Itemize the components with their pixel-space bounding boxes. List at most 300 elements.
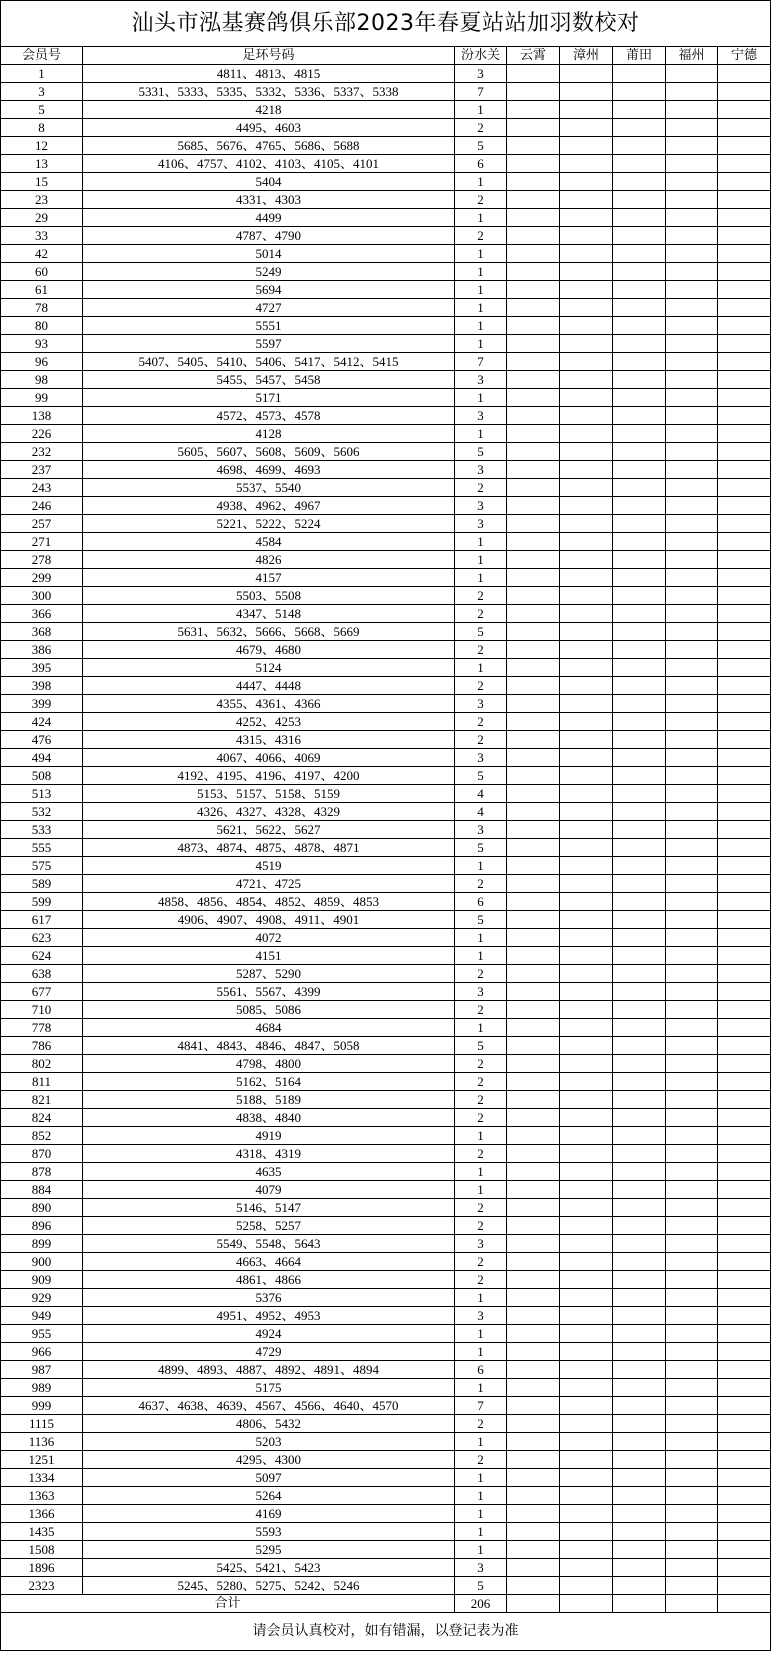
station-cell-putian <box>613 227 666 245</box>
station-cell-zhangzhou <box>560 1343 613 1361</box>
station-cell-ningde <box>718 605 771 623</box>
fenshuiguan-count-cell: 5 <box>455 767 507 785</box>
fenshuiguan-count-cell: 7 <box>455 353 507 371</box>
footer-row <box>1 1613 771 1651</box>
ring-numbers-cell: 5249 <box>83 263 455 281</box>
member-id-cell: 1363 <box>1 1487 83 1505</box>
fenshuiguan-count-cell: 6 <box>455 893 507 911</box>
fenshuiguan-count-cell: 1 <box>455 947 507 965</box>
station-cell-ningde <box>718 497 771 515</box>
station-cell-putian <box>613 1163 666 1181</box>
table-row <box>1 911 771 929</box>
table-row <box>1 605 771 623</box>
station-cell-putian <box>613 1073 666 1091</box>
ring-numbers-cell: 5694 <box>83 281 455 299</box>
station-cell-fuzhou <box>666 659 718 677</box>
station-cell-yunxiao <box>507 443 560 461</box>
fenshuiguan-count-cell: 1 <box>455 929 507 947</box>
fenshuiguan-count-cell: 3 <box>455 461 507 479</box>
ring-numbers-cell: 4841、4843、4846、4847、5058 <box>83 1037 455 1055</box>
station-cell-fuzhou <box>666 425 718 443</box>
total-row <box>1 1595 771 1613</box>
table-row <box>1 983 771 1001</box>
station-cell-zhangzhou <box>560 1217 613 1235</box>
fenshuiguan-count-cell: 2 <box>455 1001 507 1019</box>
station-cell-zhangzhou <box>560 1001 613 1019</box>
station-cell-ningde <box>718 425 771 443</box>
station-cell-ningde <box>718 101 771 119</box>
fenshuiguan-count-cell: 1 <box>455 389 507 407</box>
fenshuiguan-count-cell: 1 <box>455 299 507 317</box>
station-cell-yunxiao <box>507 1433 560 1451</box>
fenshuiguan-count-cell: 1 <box>455 1541 507 1559</box>
station-cell-zhangzhou <box>560 1235 613 1253</box>
station-cell-zhangzhou <box>560 947 613 965</box>
station-cell-putian <box>613 1199 666 1217</box>
fenshuiguan-count-cell: 2 <box>455 479 507 497</box>
station-cell-yunxiao <box>507 1199 560 1217</box>
table-row <box>1 191 771 209</box>
station-cell-fuzhou <box>666 101 718 119</box>
station-cell-putian <box>613 1577 666 1595</box>
ring-numbers-cell: 4326、4327、4328、4329 <box>83 803 455 821</box>
ring-numbers-cell: 5162、5164 <box>83 1073 455 1091</box>
station-cell-ningde <box>718 749 771 767</box>
station-cell-yunxiao <box>507 893 560 911</box>
station-cell-fuzhou <box>666 533 718 551</box>
table-row <box>1 1523 771 1541</box>
ring-numbers-cell: 4787、4790 <box>83 227 455 245</box>
member-id-cell: 386 <box>1 641 83 659</box>
table-row <box>1 1343 771 1361</box>
station-cell-fuzhou <box>666 461 718 479</box>
member-id-cell: 821 <box>1 1091 83 1109</box>
station-cell-ningde <box>718 731 771 749</box>
station-cell-yunxiao <box>507 569 560 587</box>
table-row <box>1 245 771 263</box>
ring-numbers-cell: 5593 <box>83 1523 455 1541</box>
ring-numbers-cell: 4684 <box>83 1019 455 1037</box>
station-cell-putian <box>613 1415 666 1433</box>
fenshuiguan-count-cell: 2 <box>455 875 507 893</box>
station-cell-zhangzhou <box>560 137 613 155</box>
table-row <box>1 875 771 893</box>
table-row <box>1 1289 771 1307</box>
station-cell-yunxiao <box>507 1019 560 1037</box>
station-cell-zhangzhou <box>560 497 613 515</box>
member-id-cell: 494 <box>1 749 83 767</box>
table-row <box>1 1199 771 1217</box>
station-cell-fuzhou <box>666 335 718 353</box>
table-row <box>1 1271 771 1289</box>
station-cell-zhangzhou <box>560 1559 613 1577</box>
station-cell-putian <box>613 155 666 173</box>
station-cell-putian <box>613 1235 666 1253</box>
station-cell-ningde <box>718 875 771 893</box>
station-cell-yunxiao <box>507 1289 560 1307</box>
station-cell-fuzhou <box>666 1451 718 1469</box>
station-cell-fuzhou <box>666 1001 718 1019</box>
station-cell-zhangzhou <box>560 1379 613 1397</box>
member-id-cell: 624 <box>1 947 83 965</box>
ring-numbers-cell: 5124 <box>83 659 455 677</box>
station-cell-putian <box>613 1127 666 1145</box>
table-row <box>1 119 771 137</box>
table-row <box>1 1127 771 1145</box>
station-cell-zhangzhou <box>560 425 613 443</box>
station-cell-zhangzhou <box>560 281 613 299</box>
station-cell-zhangzhou <box>560 587 613 605</box>
station-cell-ningde <box>718 929 771 947</box>
station-cell-fuzhou <box>666 353 718 371</box>
table-row <box>1 479 771 497</box>
station-cell-putian <box>613 731 666 749</box>
station-cell-putian <box>613 1343 666 1361</box>
station-cell-putian <box>613 1037 666 1055</box>
station-cell-zhangzhou <box>560 1307 613 1325</box>
member-id-cell: 989 <box>1 1379 83 1397</box>
station-cell-yunxiao <box>507 695 560 713</box>
station-cell-putian <box>613 443 666 461</box>
fenshuiguan-count-cell: 3 <box>455 65 507 83</box>
station-cell-yunxiao <box>507 1181 560 1199</box>
total-cell-ningde <box>718 1595 771 1613</box>
station-cell-fuzhou <box>666 1577 718 1595</box>
ring-numbers-cell: 5621、5622、5627 <box>83 821 455 839</box>
station-cell-zhangzhou <box>560 551 613 569</box>
ring-numbers-cell: 4899、4893、4887、4892、4891、4894 <box>83 1361 455 1379</box>
station-cell-ningde <box>718 335 771 353</box>
member-id-cell: 638 <box>1 965 83 983</box>
station-cell-yunxiao <box>507 1001 560 1019</box>
station-cell-ningde <box>718 65 771 83</box>
fenshuiguan-count-cell: 2 <box>455 119 507 137</box>
fenshuiguan-count-cell: 1 <box>455 335 507 353</box>
station-cell-yunxiao <box>507 641 560 659</box>
fenshuiguan-count-cell: 1 <box>455 281 507 299</box>
station-cell-zhangzhou <box>560 263 613 281</box>
member-id-cell: 78 <box>1 299 83 317</box>
station-cell-zhangzhou <box>560 1325 613 1343</box>
member-id-cell: 271 <box>1 533 83 551</box>
station-cell-ningde <box>718 227 771 245</box>
ring-numbers-cell: 5331、5333、5335、5332、5336、5337、5338 <box>83 83 455 101</box>
fenshuiguan-count-cell: 2 <box>455 1091 507 1109</box>
table-row <box>1 731 771 749</box>
fenshuiguan-count-cell: 4 <box>455 785 507 803</box>
station-cell-zhangzhou <box>560 1109 613 1127</box>
member-id-cell: 368 <box>1 623 83 641</box>
station-cell-ningde <box>718 1325 771 1343</box>
station-cell-putian <box>613 1001 666 1019</box>
station-cell-ningde <box>718 1523 771 1541</box>
member-id-cell: 299 <box>1 569 83 587</box>
fenshuiguan-count-cell: 1 <box>455 101 507 119</box>
station-cell-yunxiao <box>507 1487 560 1505</box>
station-cell-yunxiao <box>507 605 560 623</box>
station-cell-yunxiao <box>507 587 560 605</box>
member-id-cell: 1334 <box>1 1469 83 1487</box>
station-cell-fuzhou <box>666 1145 718 1163</box>
station-cell-yunxiao <box>507 1343 560 1361</box>
station-cell-zhangzhou <box>560 1487 613 1505</box>
station-cell-ningde <box>718 389 771 407</box>
member-id-cell: 870 <box>1 1145 83 1163</box>
ring-numbers-cell: 4157 <box>83 569 455 587</box>
table-row <box>1 1379 771 1397</box>
station-cell-zhangzhou <box>560 101 613 119</box>
station-cell-ningde <box>718 839 771 857</box>
table-row <box>1 1145 771 1163</box>
station-cell-yunxiao <box>507 713 560 731</box>
ring-numbers-cell: 4252、4253 <box>83 713 455 731</box>
table-row <box>1 137 771 155</box>
table-row <box>1 551 771 569</box>
station-cell-zhangzhou <box>560 65 613 83</box>
station-cell-putian <box>613 1505 666 1523</box>
fenshuiguan-count-cell: 3 <box>455 1307 507 1325</box>
table-row <box>1 515 771 533</box>
member-id-cell: 575 <box>1 857 83 875</box>
table-row <box>1 1001 771 1019</box>
station-cell-putian <box>613 209 666 227</box>
station-cell-fuzhou <box>666 497 718 515</box>
station-cell-yunxiao <box>507 407 560 425</box>
table-row <box>1 1433 771 1451</box>
table-row <box>1 1055 771 1073</box>
station-cell-ningde <box>718 587 771 605</box>
station-cell-putian <box>613 1019 666 1037</box>
station-cell-yunxiao <box>507 929 560 947</box>
member-id-cell: 29 <box>1 209 83 227</box>
station-cell-fuzhou <box>666 479 718 497</box>
station-cell-fuzhou <box>666 1559 718 1577</box>
fenshuiguan-count-cell: 1 <box>455 425 507 443</box>
station-cell-zhangzhou <box>560 1019 613 1037</box>
ring-numbers-cell: 4679、4680 <box>83 641 455 659</box>
station-cell-fuzhou <box>666 1037 718 1055</box>
member-id-cell: 909 <box>1 1271 83 1289</box>
station-cell-ningde <box>718 443 771 461</box>
station-cell-yunxiao <box>507 677 560 695</box>
station-cell-ningde <box>718 1361 771 1379</box>
table-row <box>1 407 771 425</box>
station-cell-ningde <box>718 623 771 641</box>
total-cell-yunxiao <box>507 1595 560 1613</box>
table-row <box>1 713 771 731</box>
station-cell-fuzhou <box>666 1343 718 1361</box>
station-cell-yunxiao <box>507 1577 560 1595</box>
station-cell-ningde <box>718 1073 771 1091</box>
station-cell-ningde <box>718 263 771 281</box>
ring-numbers-cell: 4873、4874、4875、4878、4871 <box>83 839 455 857</box>
station-cell-putian <box>613 1397 666 1415</box>
station-cell-putian <box>613 1451 666 1469</box>
station-cell-ningde <box>718 821 771 839</box>
fenshuiguan-count-cell: 1 <box>455 1127 507 1145</box>
fenshuiguan-count-cell: 1 <box>455 1163 507 1181</box>
station-cell-yunxiao <box>507 821 560 839</box>
station-cell-putian <box>613 1379 666 1397</box>
station-cell-yunxiao <box>507 137 560 155</box>
station-cell-zhangzhou <box>560 1091 613 1109</box>
station-cell-putian <box>613 965 666 983</box>
station-cell-fuzhou <box>666 857 718 875</box>
ring-numbers-cell: 4347、5148 <box>83 605 455 623</box>
station-cell-zhangzhou <box>560 983 613 1001</box>
table-row <box>1 371 771 389</box>
ring-numbers-cell: 5188、5189 <box>83 1091 455 1109</box>
station-cell-ningde <box>718 1037 771 1055</box>
station-cell-yunxiao <box>507 1127 560 1145</box>
station-cell-yunxiao <box>507 155 560 173</box>
member-id-cell: 15 <box>1 173 83 191</box>
table-row <box>1 767 771 785</box>
station-cell-fuzhou <box>666 407 718 425</box>
member-id-cell: 884 <box>1 1181 83 1199</box>
station-cell-zhangzhou <box>560 731 613 749</box>
table-row <box>1 1091 771 1109</box>
station-cell-putian <box>613 1469 666 1487</box>
station-cell-putian <box>613 461 666 479</box>
station-cell-ningde <box>718 569 771 587</box>
station-cell-yunxiao <box>507 1055 560 1073</box>
station-cell-zhangzhou <box>560 389 613 407</box>
station-cell-putian <box>613 605 666 623</box>
fenshuiguan-count-cell: 3 <box>455 1235 507 1253</box>
member-id-cell: 237 <box>1 461 83 479</box>
fenshuiguan-count-cell: 1 <box>455 1181 507 1199</box>
station-cell-ningde <box>718 1397 771 1415</box>
station-cell-fuzhou <box>666 1073 718 1091</box>
station-cell-zhangzhou <box>560 533 613 551</box>
station-cell-fuzhou <box>666 821 718 839</box>
station-cell-ningde <box>718 1181 771 1199</box>
member-id-cell: 532 <box>1 803 83 821</box>
station-cell-yunxiao <box>507 767 560 785</box>
fenshuiguan-count-cell: 1 <box>455 1487 507 1505</box>
station-cell-ningde <box>718 1541 771 1559</box>
table-row <box>1 83 771 101</box>
station-cell-fuzhou <box>666 137 718 155</box>
ring-numbers-cell: 5264 <box>83 1487 455 1505</box>
fenshuiguan-count-cell: 5 <box>455 911 507 929</box>
station-cell-fuzhou <box>666 317 718 335</box>
station-cell-fuzhou <box>666 281 718 299</box>
member-id-cell: 96 <box>1 353 83 371</box>
member-id-cell: 232 <box>1 443 83 461</box>
station-cell-zhangzhou <box>560 1505 613 1523</box>
station-cell-putian <box>613 677 666 695</box>
table-row <box>1 155 771 173</box>
station-cell-zhangzhou <box>560 479 613 497</box>
station-cell-ningde <box>718 1289 771 1307</box>
station-cell-ningde <box>718 299 771 317</box>
fenshuiguan-count-cell: 2 <box>455 641 507 659</box>
station-cell-putian <box>613 1523 666 1541</box>
station-cell-ningde <box>718 551 771 569</box>
member-id-cell: 786 <box>1 1037 83 1055</box>
station-cell-putian <box>613 353 666 371</box>
member-id-cell: 896 <box>1 1217 83 1235</box>
ring-numbers-cell: 4698、4699、4693 <box>83 461 455 479</box>
ring-numbers-cell: 4519 <box>83 857 455 875</box>
member-id-cell: 33 <box>1 227 83 245</box>
station-cell-zhangzhou <box>560 785 613 803</box>
station-cell-ningde <box>718 1415 771 1433</box>
station-cell-ningde <box>718 353 771 371</box>
station-cell-yunxiao <box>507 1271 560 1289</box>
table-row <box>1 1325 771 1343</box>
member-id-cell: 1435 <box>1 1523 83 1541</box>
station-cell-yunxiao <box>507 875 560 893</box>
member-id-cell: 811 <box>1 1073 83 1091</box>
station-cell-ningde <box>718 515 771 533</box>
member-id-cell: 824 <box>1 1109 83 1127</box>
ring-numbers-cell: 4318、4319 <box>83 1145 455 1163</box>
station-cell-yunxiao <box>507 1451 560 1469</box>
station-cell-yunxiao <box>507 317 560 335</box>
ring-numbers-cell: 4635 <box>83 1163 455 1181</box>
member-id-cell: 987 <box>1 1361 83 1379</box>
station-cell-fuzhou <box>666 173 718 191</box>
table-row <box>1 623 771 641</box>
table-row <box>1 1019 771 1037</box>
fenshuiguan-count-cell: 3 <box>455 1559 507 1577</box>
station-cell-fuzhou <box>666 1433 718 1451</box>
ring-numbers-cell: 4584 <box>83 533 455 551</box>
fenshuiguan-count-cell: 1 <box>455 1433 507 1451</box>
member-id-cell: 900 <box>1 1253 83 1271</box>
station-cell-ningde <box>718 1019 771 1037</box>
station-cell-ningde <box>718 803 771 821</box>
table-row <box>1 1505 771 1523</box>
station-cell-zhangzhou <box>560 1127 613 1145</box>
member-id-cell: 243 <box>1 479 83 497</box>
station-cell-fuzhou <box>666 1523 718 1541</box>
station-cell-ningde <box>718 245 771 263</box>
ring-numbers-cell: 5245、5280、5275、5242、5246 <box>83 1577 455 1595</box>
station-cell-zhangzhou <box>560 695 613 713</box>
station-cell-putian <box>613 533 666 551</box>
station-cell-fuzhou <box>666 839 718 857</box>
station-cell-yunxiao <box>507 1253 560 1271</box>
station-cell-putian <box>613 1217 666 1235</box>
station-cell-putian <box>613 335 666 353</box>
station-cell-yunxiao <box>507 749 560 767</box>
member-id-cell: 778 <box>1 1019 83 1037</box>
fenshuiguan-count-cell: 3 <box>455 749 507 767</box>
table-row <box>1 353 771 371</box>
station-cell-fuzhou <box>666 371 718 389</box>
ring-numbers-cell: 4355、4361、4366 <box>83 695 455 713</box>
fenshuiguan-count-cell: 2 <box>455 227 507 245</box>
station-cell-zhangzhou <box>560 767 613 785</box>
table-row <box>1 677 771 695</box>
table-row <box>1 569 771 587</box>
table-row <box>1 1163 771 1181</box>
station-cell-putian <box>613 371 666 389</box>
station-cell-fuzhou <box>666 1487 718 1505</box>
station-cell-zhangzhou <box>560 227 613 245</box>
member-id-cell: 138 <box>1 407 83 425</box>
table-row <box>1 443 771 461</box>
station-cell-yunxiao <box>507 911 560 929</box>
station-cell-putian <box>613 1109 666 1127</box>
fenshuiguan-count-cell: 3 <box>455 371 507 389</box>
ring-numbers-cell: 5171 <box>83 389 455 407</box>
member-id-cell: 80 <box>1 317 83 335</box>
